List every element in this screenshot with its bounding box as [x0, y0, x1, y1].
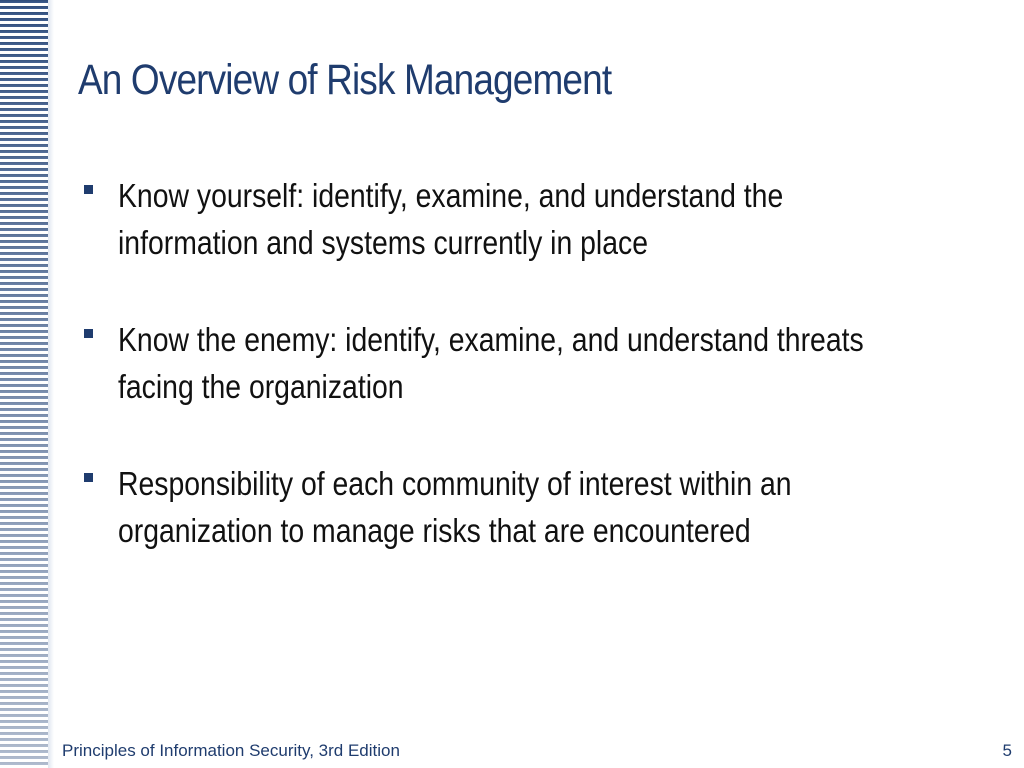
bullet-item-know-the-enemy [78, 316, 958, 410]
square-bullet-icon [84, 185, 93, 194]
bullet-text: Know the enemy: identify, examine, and understand threats facing the organization [118, 321, 864, 405]
slide-title: An Overview of Risk Management [78, 56, 612, 104]
bullet-list [78, 172, 958, 604]
bullet-text: Responsibility of each community of interest within an organization to manage risks that are encountered [118, 465, 792, 549]
bullet-item-know-yourself [78, 172, 958, 266]
square-bullet-icon [84, 473, 93, 482]
square-bullet-icon [84, 329, 93, 338]
footer-source: Principles of Information Security, 3rd Edition [62, 741, 400, 760]
page-number: 5 [1002, 741, 1012, 760]
bullet-text: Know yourself: identify, examine, and understand the information and systems currently in place [118, 177, 784, 261]
bullet-item-responsibility [78, 460, 958, 554]
stripe-fade-overlay [0, 0, 48, 768]
stripe-edge [48, 0, 54, 768]
